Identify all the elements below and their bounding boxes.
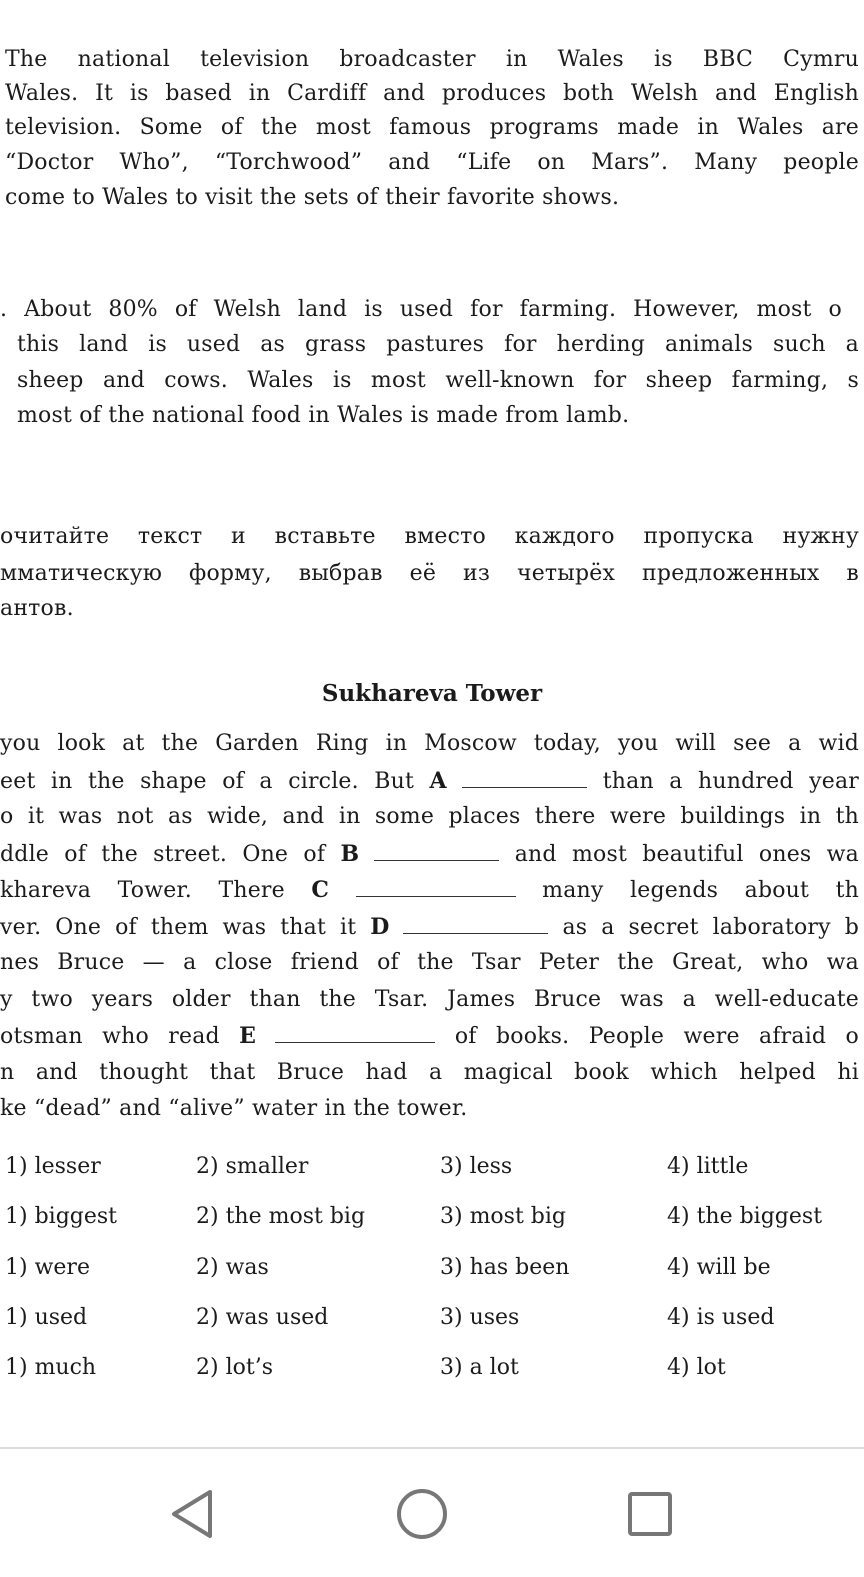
option-B-3[interactable]: 3) most big [440, 1204, 567, 1230]
story-text: ke “dead” and “alive” water in the tower. [0, 1096, 468, 1121]
gap-E-blank[interactable] [275, 1020, 435, 1043]
text-line: очитайте текст и вставьте вместо каждого пропуска нужну [0, 524, 859, 549]
story-text: ddle of the street. One of [0, 841, 326, 867]
home-button[interactable] [392, 1484, 452, 1544]
option-D-2[interactable]: 2) was used [196, 1304, 329, 1330]
text-line: this land is used as grass pastures for herding animals such a [17, 332, 859, 357]
story-text: you look at the Garden Ring in Moscow today, you will see a wid [0, 731, 859, 756]
option-E-1[interactable]: 1) much [5, 1355, 97, 1381]
option-E-3[interactable]: 3) a lot [440, 1355, 519, 1381]
text-line: The national television broadcaster in Wales is BBC Cymru [5, 47, 859, 72]
back-button[interactable] [162, 1484, 222, 1544]
text-line: . About 80% of Welsh land is used for farming. However, most o [0, 297, 842, 322]
story-text: and most beautiful ones wa [514, 841, 859, 867]
story-line [0, 946, 859, 980]
story-text: nes Bruce — a close friend of the Tsar Peter the Great, who wa [0, 950, 859, 975]
option-C-3[interactable]: 3) has been [440, 1254, 570, 1280]
gap-label: E [239, 1023, 257, 1049]
navigation-bar [0, 1449, 864, 1577]
story-text: o it was not as wide, and in some places there were buildings in th [0, 804, 859, 829]
option-A-2[interactable]: 2) smaller [196, 1154, 309, 1179]
option-D-4[interactable]: 4) is used [667, 1304, 775, 1330]
option-A-3[interactable]: 3) less [440, 1154, 513, 1179]
story-line [0, 837, 859, 871]
story-text: of books. People were afraid o [454, 1024, 859, 1049]
story-text: y two years older than the Tsar. James Bruce was a well-educate [0, 986, 859, 1012]
gap-D-blank[interactable] [403, 911, 548, 934]
gap-C-blank[interactable] [356, 874, 516, 897]
option-A-4[interactable]: 4) little [667, 1154, 749, 1179]
text-line: come to Wales to visit the sets of their favorite shows. [5, 185, 620, 210]
option-B-4[interactable]: 4) the biggest [667, 1204, 823, 1230]
option-D-1[interactable]: 1) used [5, 1304, 88, 1330]
home-icon [392, 1484, 452, 1544]
text-line: антов. [0, 596, 74, 621]
story-line [0, 1056, 859, 1090]
option-B-2[interactable]: 2) the most big [196, 1204, 366, 1230]
text-line: sheep and cows. Wales is most well-known for sheep farming, s [17, 368, 859, 393]
option-C-4[interactable]: 4) will be [667, 1254, 771, 1280]
story-text: as a secret laboratory b [562, 914, 859, 940]
story-title: Sukhareva Tower [321, 680, 543, 707]
story-line [0, 727, 859, 761]
option-E-4[interactable]: 4) lot [667, 1355, 726, 1381]
option-C-2[interactable]: 2) was [196, 1254, 269, 1280]
story-line [0, 800, 859, 834]
option-A-1[interactable]: 1) lesser [5, 1154, 101, 1179]
gap-label: A [429, 767, 447, 794]
option-D-3[interactable]: 3) uses [440, 1304, 520, 1330]
story-text: otsman who read [0, 1024, 220, 1049]
story-text: n and thought that Bruce had a magical book which helped hi [0, 1059, 859, 1085]
story-text: many legends about th [542, 878, 859, 903]
gap-B-blank[interactable] [374, 838, 499, 861]
recents-button[interactable] [620, 1484, 680, 1544]
text-line: most of the national food in Wales is made from lamb. [17, 403, 630, 428]
story-text: than a hundred year [602, 768, 859, 794]
text-line: “Doctor Who”, “Torchwood” and “Life on Mars”. Many people [5, 150, 859, 175]
story-text: khareva Tower. There [0, 878, 285, 903]
option-B-1[interactable]: 1) biggest [5, 1204, 118, 1230]
gap-label: B [340, 840, 360, 867]
story-line [0, 1092, 859, 1126]
option-C-1[interactable]: 1) were [5, 1254, 90, 1280]
story-line [0, 873, 859, 907]
gap-label: D [370, 913, 390, 940]
gap-label: C [311, 877, 330, 903]
text-line: television. Some of the most famous programs made in Wales are [5, 115, 859, 140]
story-text: ver. One of them was that it [0, 914, 357, 940]
story-line [0, 983, 859, 1017]
story-line [0, 1019, 859, 1053]
text-line: мматическую форму, выбрав её из четырёх предложенных в [0, 561, 859, 586]
back-icon [162, 1484, 222, 1544]
recents-icon [620, 1484, 680, 1544]
option-E-2[interactable]: 2) lot’s [196, 1355, 273, 1381]
story-line [0, 764, 859, 798]
text-line: Wales. It is based in Cardiff and produces both Welsh and English [5, 81, 859, 106]
gap-A-blank[interactable] [462, 765, 587, 788]
story-line [0, 910, 859, 944]
story-text: eet in the shape of a circle. But [0, 768, 415, 794]
